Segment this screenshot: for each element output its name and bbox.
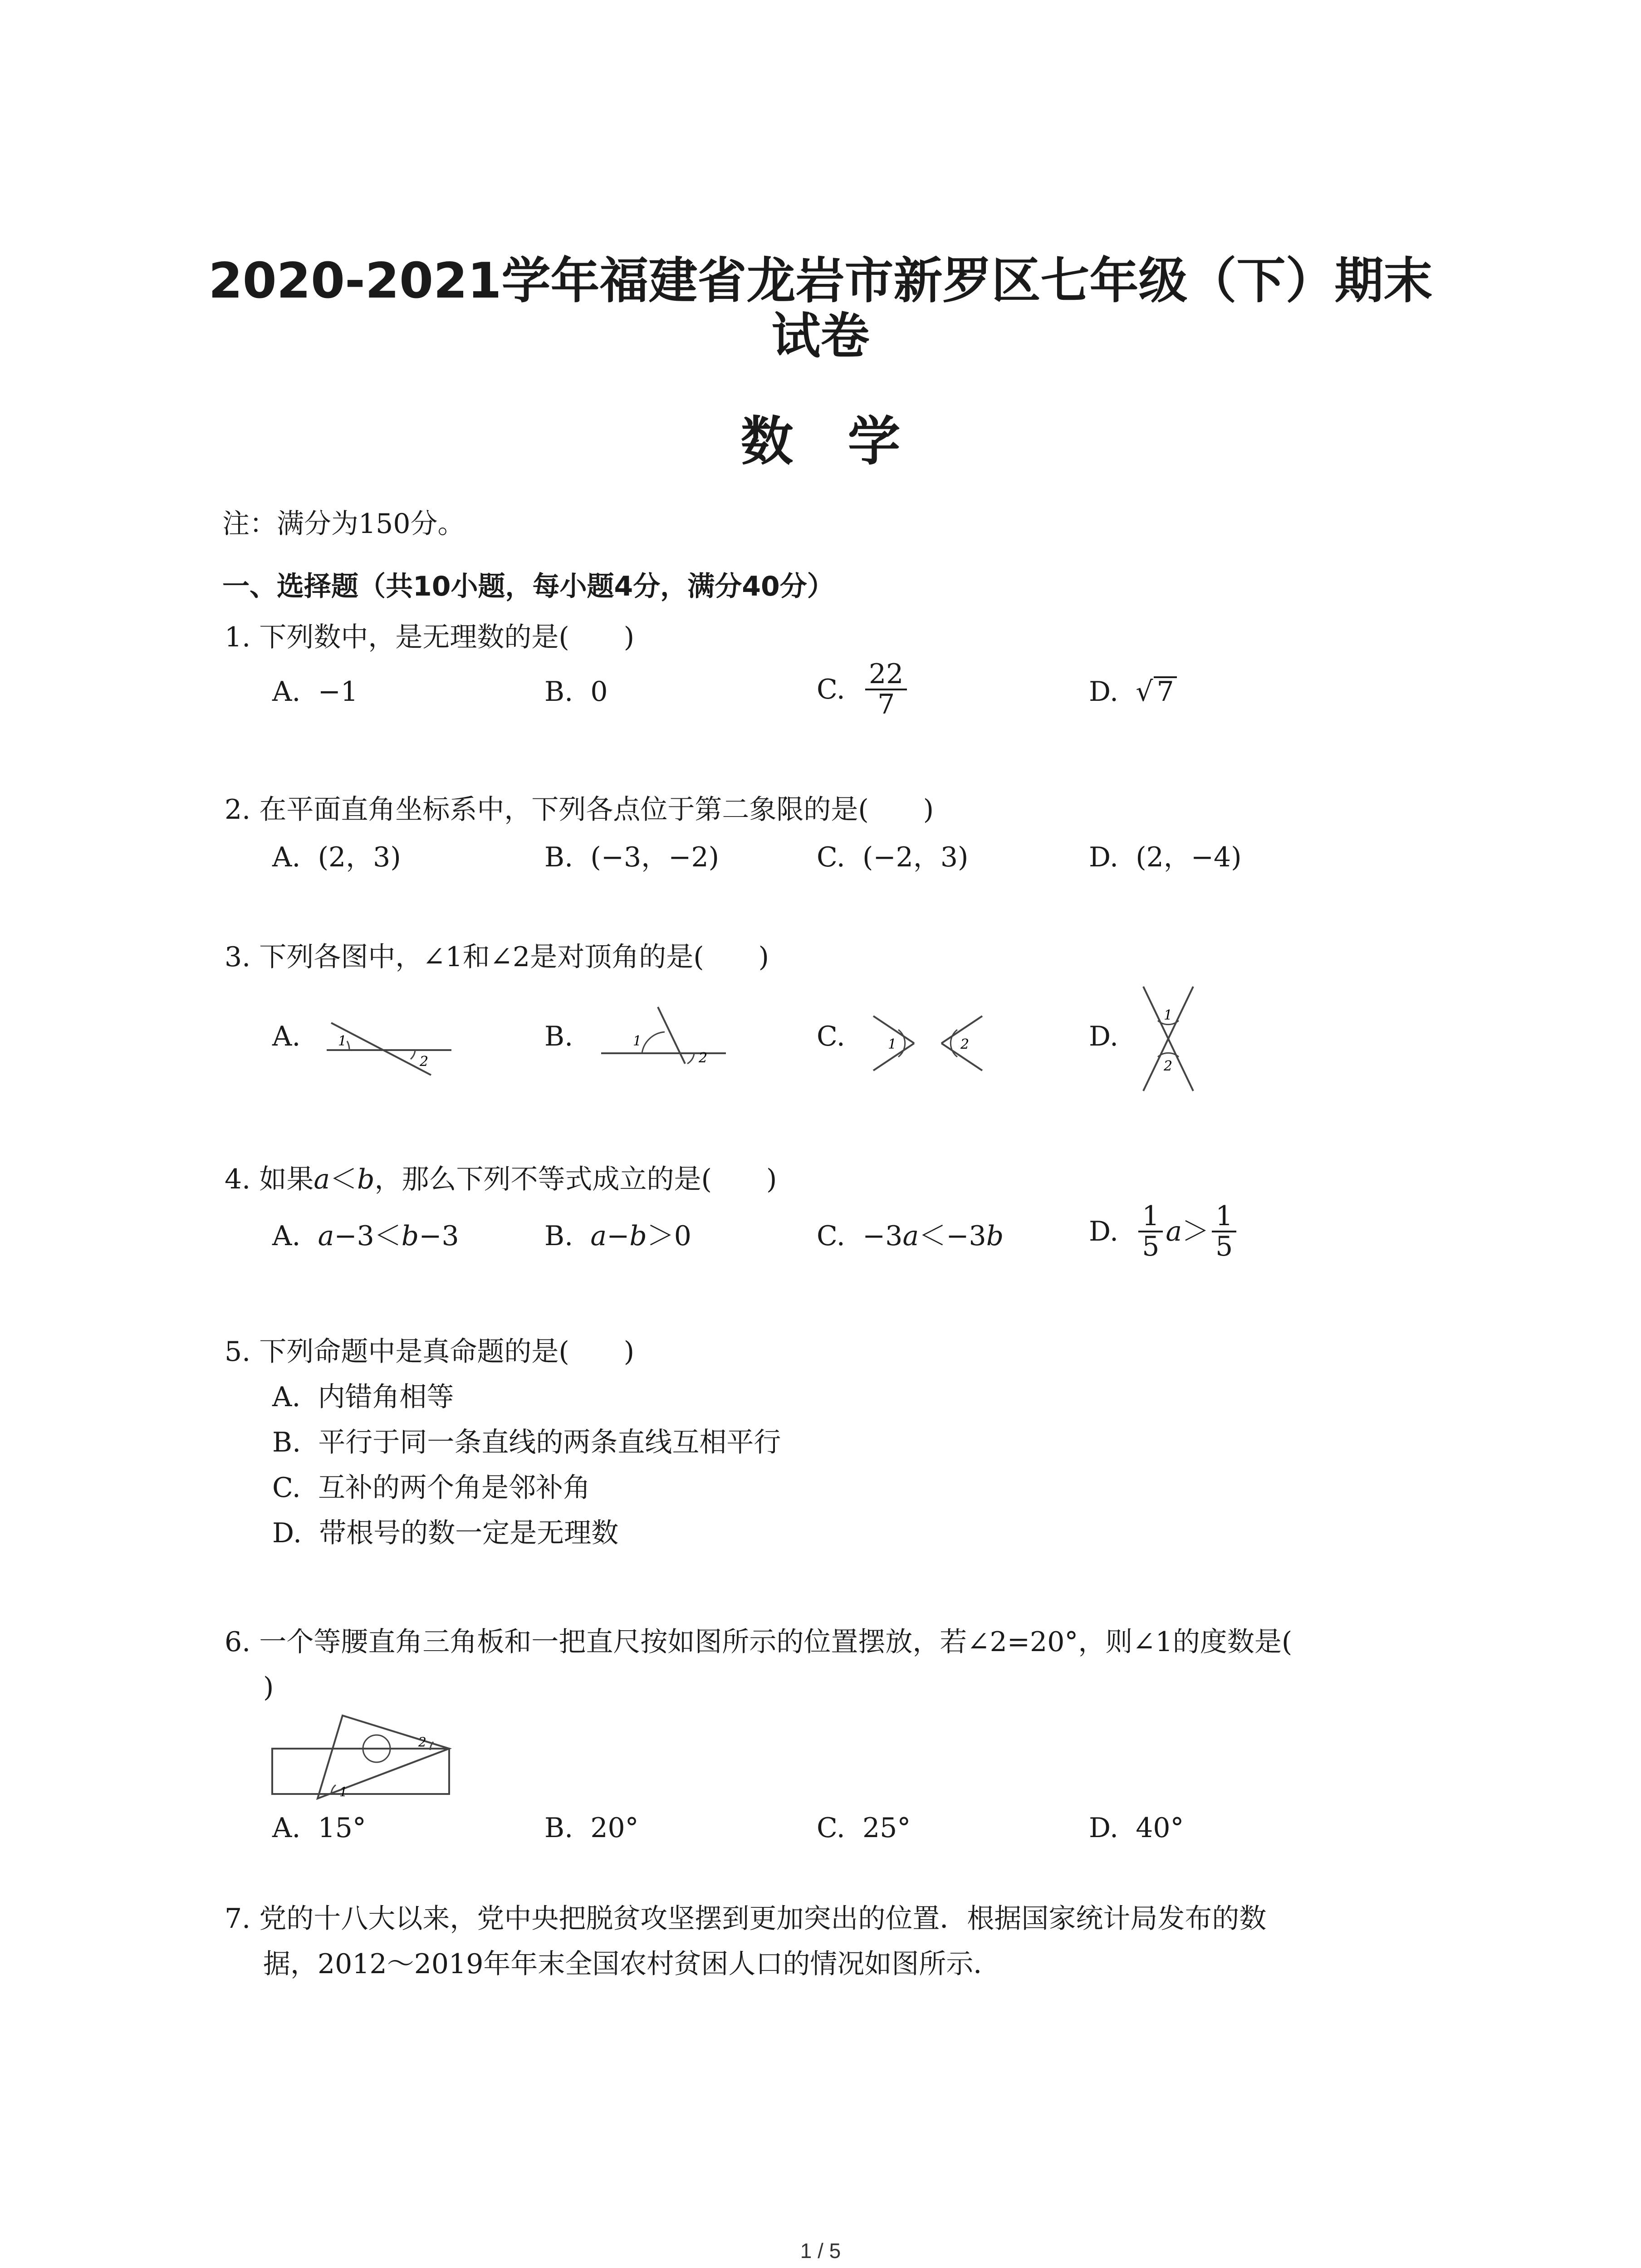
q6-option-a: A. 15° xyxy=(272,1812,366,1844)
q2-option-d: D. (2，−4) xyxy=(1089,841,1242,873)
angle-1-mark-a: 1 xyxy=(338,1033,347,1049)
q1-option-b: B. 0 xyxy=(544,676,608,708)
question-4-stem: 4. 如果a＜b，那么下列不等式成立的是( ) xyxy=(225,1163,777,1195)
section-heading: 一、选择题（共10小题，每小题4分，满分40分） xyxy=(222,571,834,602)
question-2-stem: 2. 在平面直角坐标系中，下列各点位于第二象限的是( ) xyxy=(225,794,934,826)
question-3-stem: 3. 下列各图中，∠1和∠2是对顶角的是( ) xyxy=(225,941,769,973)
q4-option-c: C. −3a＜−3b xyxy=(817,1220,1004,1252)
q3-figure-d xyxy=(1125,980,1216,1098)
score-note: 注：满分为150分。 xyxy=(222,508,465,540)
angle-2-mark-c: 2 xyxy=(960,1036,970,1052)
q1-option-d: D. √ 7 xyxy=(1089,674,1177,710)
q2-option-a: A. (2，3) xyxy=(272,841,401,873)
angle-2-mark-b: 2 xyxy=(699,1050,708,1066)
question-7-stem-line2: 据，2012～2019年年末全国农村贫困人口的情况如图所示． xyxy=(263,1948,1001,1980)
question-1-stem: 1. 下列数中，是无理数的是( ) xyxy=(225,621,635,653)
q6-option-d: D. 40° xyxy=(1089,1812,1184,1844)
question-6-stem-line2: ) xyxy=(263,1672,274,1703)
q6-option-b: B. 20° xyxy=(544,1812,639,1844)
q3-figure-b xyxy=(592,998,737,1080)
q4-option-b: B. a−b＞0 xyxy=(544,1220,691,1252)
q2-option-b: B. (−3，−2) xyxy=(544,841,720,873)
question-7-stem-line1: 7. 党的十八大以来，党中央把脱贫攻坚摆到更加突出的位置．根据国家统计局发布的数 xyxy=(225,1903,1267,1935)
angle-1-mark-b: 1 xyxy=(633,1033,642,1049)
angle-2-mark-d: 2 xyxy=(1164,1058,1173,1074)
page-number: 1 / 5 xyxy=(800,2239,841,2263)
angle-2-mark-q6: 2 xyxy=(418,1735,426,1750)
angle-1-mark-d: 1 xyxy=(1164,1007,1173,1023)
q4-option-a: A. a−3＜b−3 xyxy=(272,1220,459,1252)
q3-figure-c xyxy=(864,1005,1000,1082)
q5-option-a: A. 内错角相等 xyxy=(272,1381,454,1413)
q3-figure-a xyxy=(318,1007,463,1080)
angle-2-mark-a: 2 xyxy=(420,1054,429,1070)
q3-option-c-label: C. xyxy=(817,1021,845,1052)
q3-option-b-label: B. xyxy=(544,1021,573,1052)
exam-title-line1: 2020-2021学年福建省龙岩市新罗区七年级（下）期末 xyxy=(208,253,1433,309)
angle-1-mark-q6: 1 xyxy=(339,1784,348,1799)
q3-option-a-label: A. xyxy=(272,1021,301,1052)
q3-option-d-label: D. xyxy=(1089,1021,1119,1052)
question-5-stem: 5. 下列命题中是真命题的是( ) xyxy=(225,1336,635,1368)
question-6-stem-line1: 6. 一个等腰直角三角板和一把直尺按如图所示的位置摆放，若∠2=20°，则∠1的度数是( xyxy=(225,1626,1293,1658)
subject-heading: 数学 xyxy=(740,411,955,472)
q5-option-b: B. 平行于同一条直线的两条直线互相平行 xyxy=(272,1427,781,1458)
q4-option-d: D. $\frac{1}{5}$ a＞ $\frac{1}{5}$ xyxy=(1089,1202,1239,1261)
q5-option-c: C. 互补的两个角是邻补角 xyxy=(272,1472,590,1504)
q1-option-a: A. −1 xyxy=(272,676,358,708)
q2-option-c: C. (−2，3) xyxy=(817,841,969,873)
q5-option-d: D. 带根号的数一定是无理数 xyxy=(272,1517,619,1549)
exam-title-line2: 试卷 xyxy=(771,308,870,365)
angle-1-mark-c: 1 xyxy=(888,1036,897,1052)
q1-option-c: C. $\frac{22}{7}$ xyxy=(817,660,910,719)
q6-option-c: C. 25° xyxy=(817,1812,911,1844)
q6-figure-ruler-triangle xyxy=(268,1710,458,1805)
